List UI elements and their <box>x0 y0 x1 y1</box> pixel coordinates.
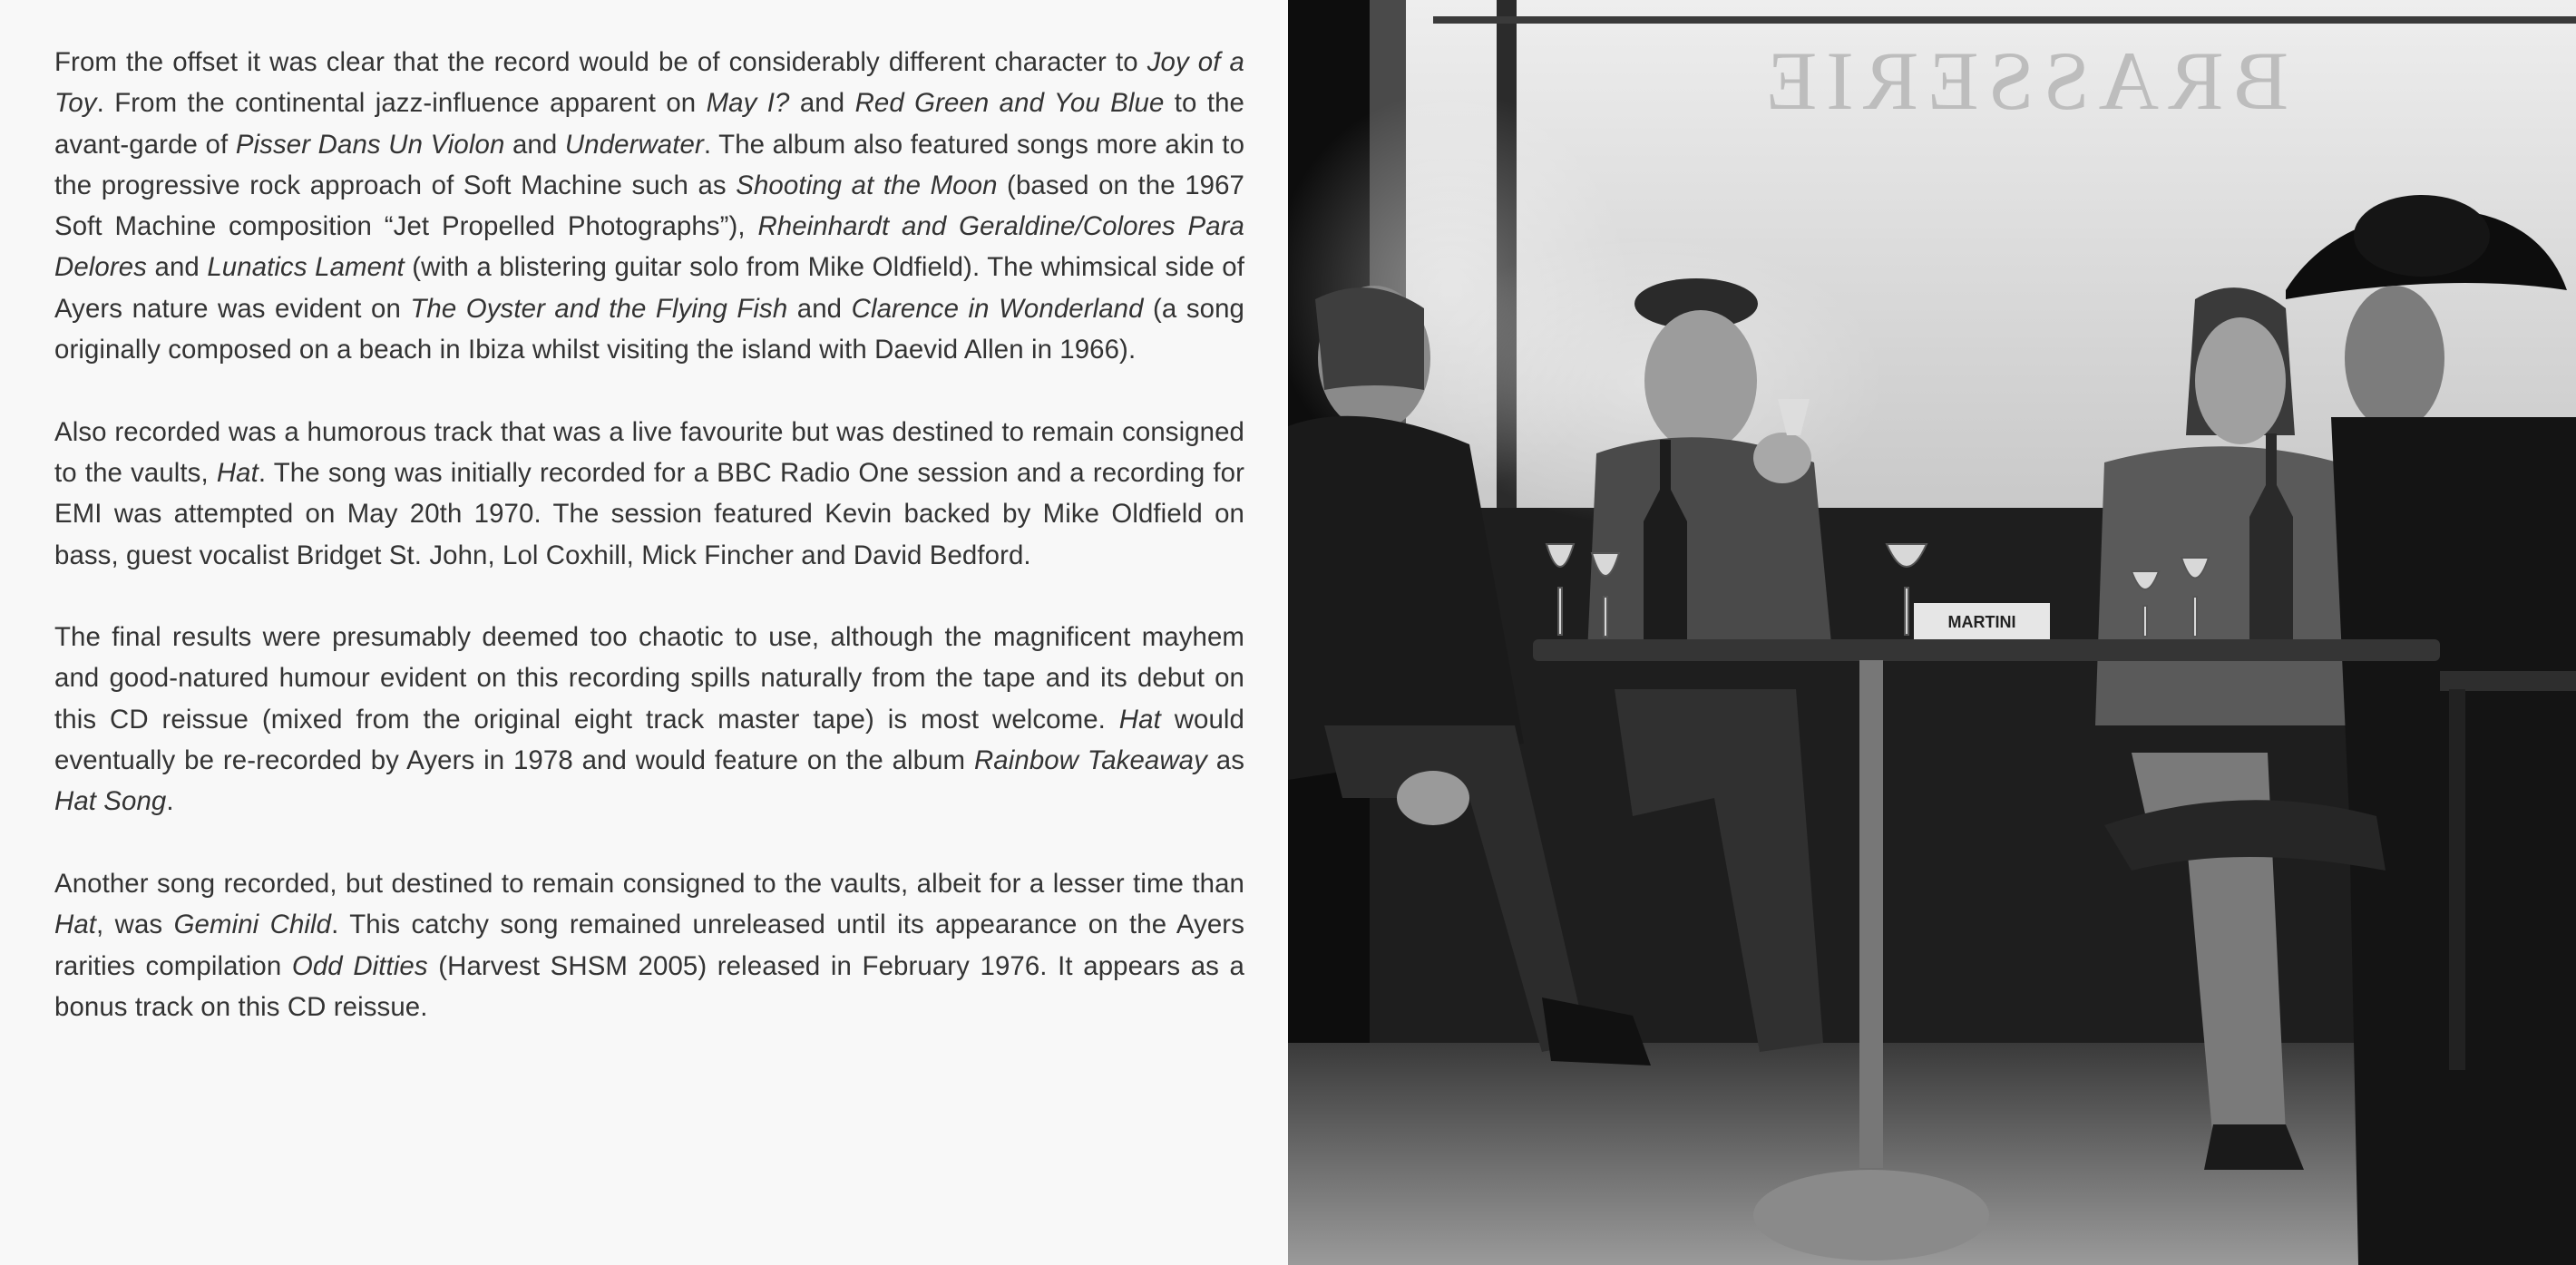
body-text: . The album also featured songs more akin to the progressive rock approach of Soft Machine such as <box>54 129 1245 200</box>
paragraph-hat-recording <box>54 412 1244 576</box>
italic-title: Hat <box>216 457 259 488</box>
body-text: as <box>1206 745 1244 776</box>
italic-title: Clarence in Wonderland <box>851 293 1144 324</box>
body-text: to the avant-garde of <box>54 88 1244 160</box>
italic-title: Pisser Dans Un Violon <box>235 129 505 160</box>
paragraph-gemini-child <box>54 863 1244 1027</box>
body-text: and <box>504 129 565 160</box>
body-text: From the offset it was clear that the record would be of considerably different character to <box>54 47 1147 77</box>
body-text: (a song originally composed on a beach in Ibiza whilst visiting the island with Daevid Allen in 1966). <box>54 293 1244 365</box>
body-text: Also recorded was a humorous track that was a live favourite but was destined to remain consigned to the vaults, <box>54 416 1244 488</box>
italic-title: Rainbow Takeaway <box>973 745 1207 776</box>
body-text: The final results were presumably deemed too chaotic to use, although the magnificent mayhem and good-natured humour evident on this recording spills naturally from the tape and its debut on this CD reissue (mixed from the original eight track master tape) is most welcome. <box>54 622 1244 735</box>
body-text: . <box>166 786 174 817</box>
body-text: (with a blistering guitar solo from Mike Oldfield). The whimsical side of Ayers nature was evident on <box>54 252 1244 324</box>
italic-title: Lunatics Lament <box>207 252 405 283</box>
italic-title: Hat <box>54 910 97 940</box>
italic-title: The Oyster and the Flying Fish <box>410 293 788 324</box>
italic-title: Odd Ditties <box>291 950 428 981</box>
body-text: and <box>146 252 208 283</box>
paragraph-hat-results <box>54 617 1244 822</box>
italic-title: Red Green and You Blue <box>854 88 1165 119</box>
body-text: (based on the 1967 Soft Machine composition “Jet Propelled Photographs”), <box>54 170 1244 242</box>
italic-title: Shooting at the Moon <box>736 170 998 200</box>
body-text: . This catchy song remained unreleased until its appearance on the Ayers rarities compilation <box>54 910 1244 981</box>
body-text: and <box>789 88 855 119</box>
band-photo <box>1288 0 2576 1265</box>
body-text: (Harvest SHSM 2005) released in February 1976. It appears as a bonus track on this CD reissue. <box>54 950 1244 1022</box>
italic-title: May I? <box>706 88 790 119</box>
paragraph-album-overview <box>54 42 1244 370</box>
body-text: . The song was initially recorded for a BBC Radio One session and a recording for EMI was attempted on May 20th 1970. The session featured Kevin backed by Mike Oldfield on bass, guest vocalist Bridget St. John, Lol Coxhill, Mick Fincher and David Bedford. <box>54 457 1244 570</box>
body-text: . From the continental jazz-influence apparent on <box>96 88 707 119</box>
body-text: Another song recorded, but destined to remain consigned to the vaults, albeit for a lesser time than <box>54 868 1244 899</box>
window-sign-text: BRASSERIE <box>1757 34 2288 127</box>
band-photo-icon <box>1288 0 2576 1265</box>
body-text: would eventually be re-recorded by Ayers in 1978 and would feature on the album <box>54 704 1244 776</box>
cafe-table <box>1533 639 2440 661</box>
italic-title: Gemini Child <box>173 910 332 940</box>
italic-title: Rheinhardt and Geraldine/Colores Para Delores <box>54 211 1244 283</box>
italic-title: Hat Song <box>54 786 167 817</box>
body-text: and <box>787 293 852 324</box>
italic-title: Underwater <box>564 129 704 160</box>
italic-title: Hat <box>1118 704 1161 735</box>
martini-text: MARTINI <box>1947 613 2016 631</box>
italic-title: Joy of a Toy <box>54 47 1244 119</box>
body-text: , was <box>96 910 174 940</box>
